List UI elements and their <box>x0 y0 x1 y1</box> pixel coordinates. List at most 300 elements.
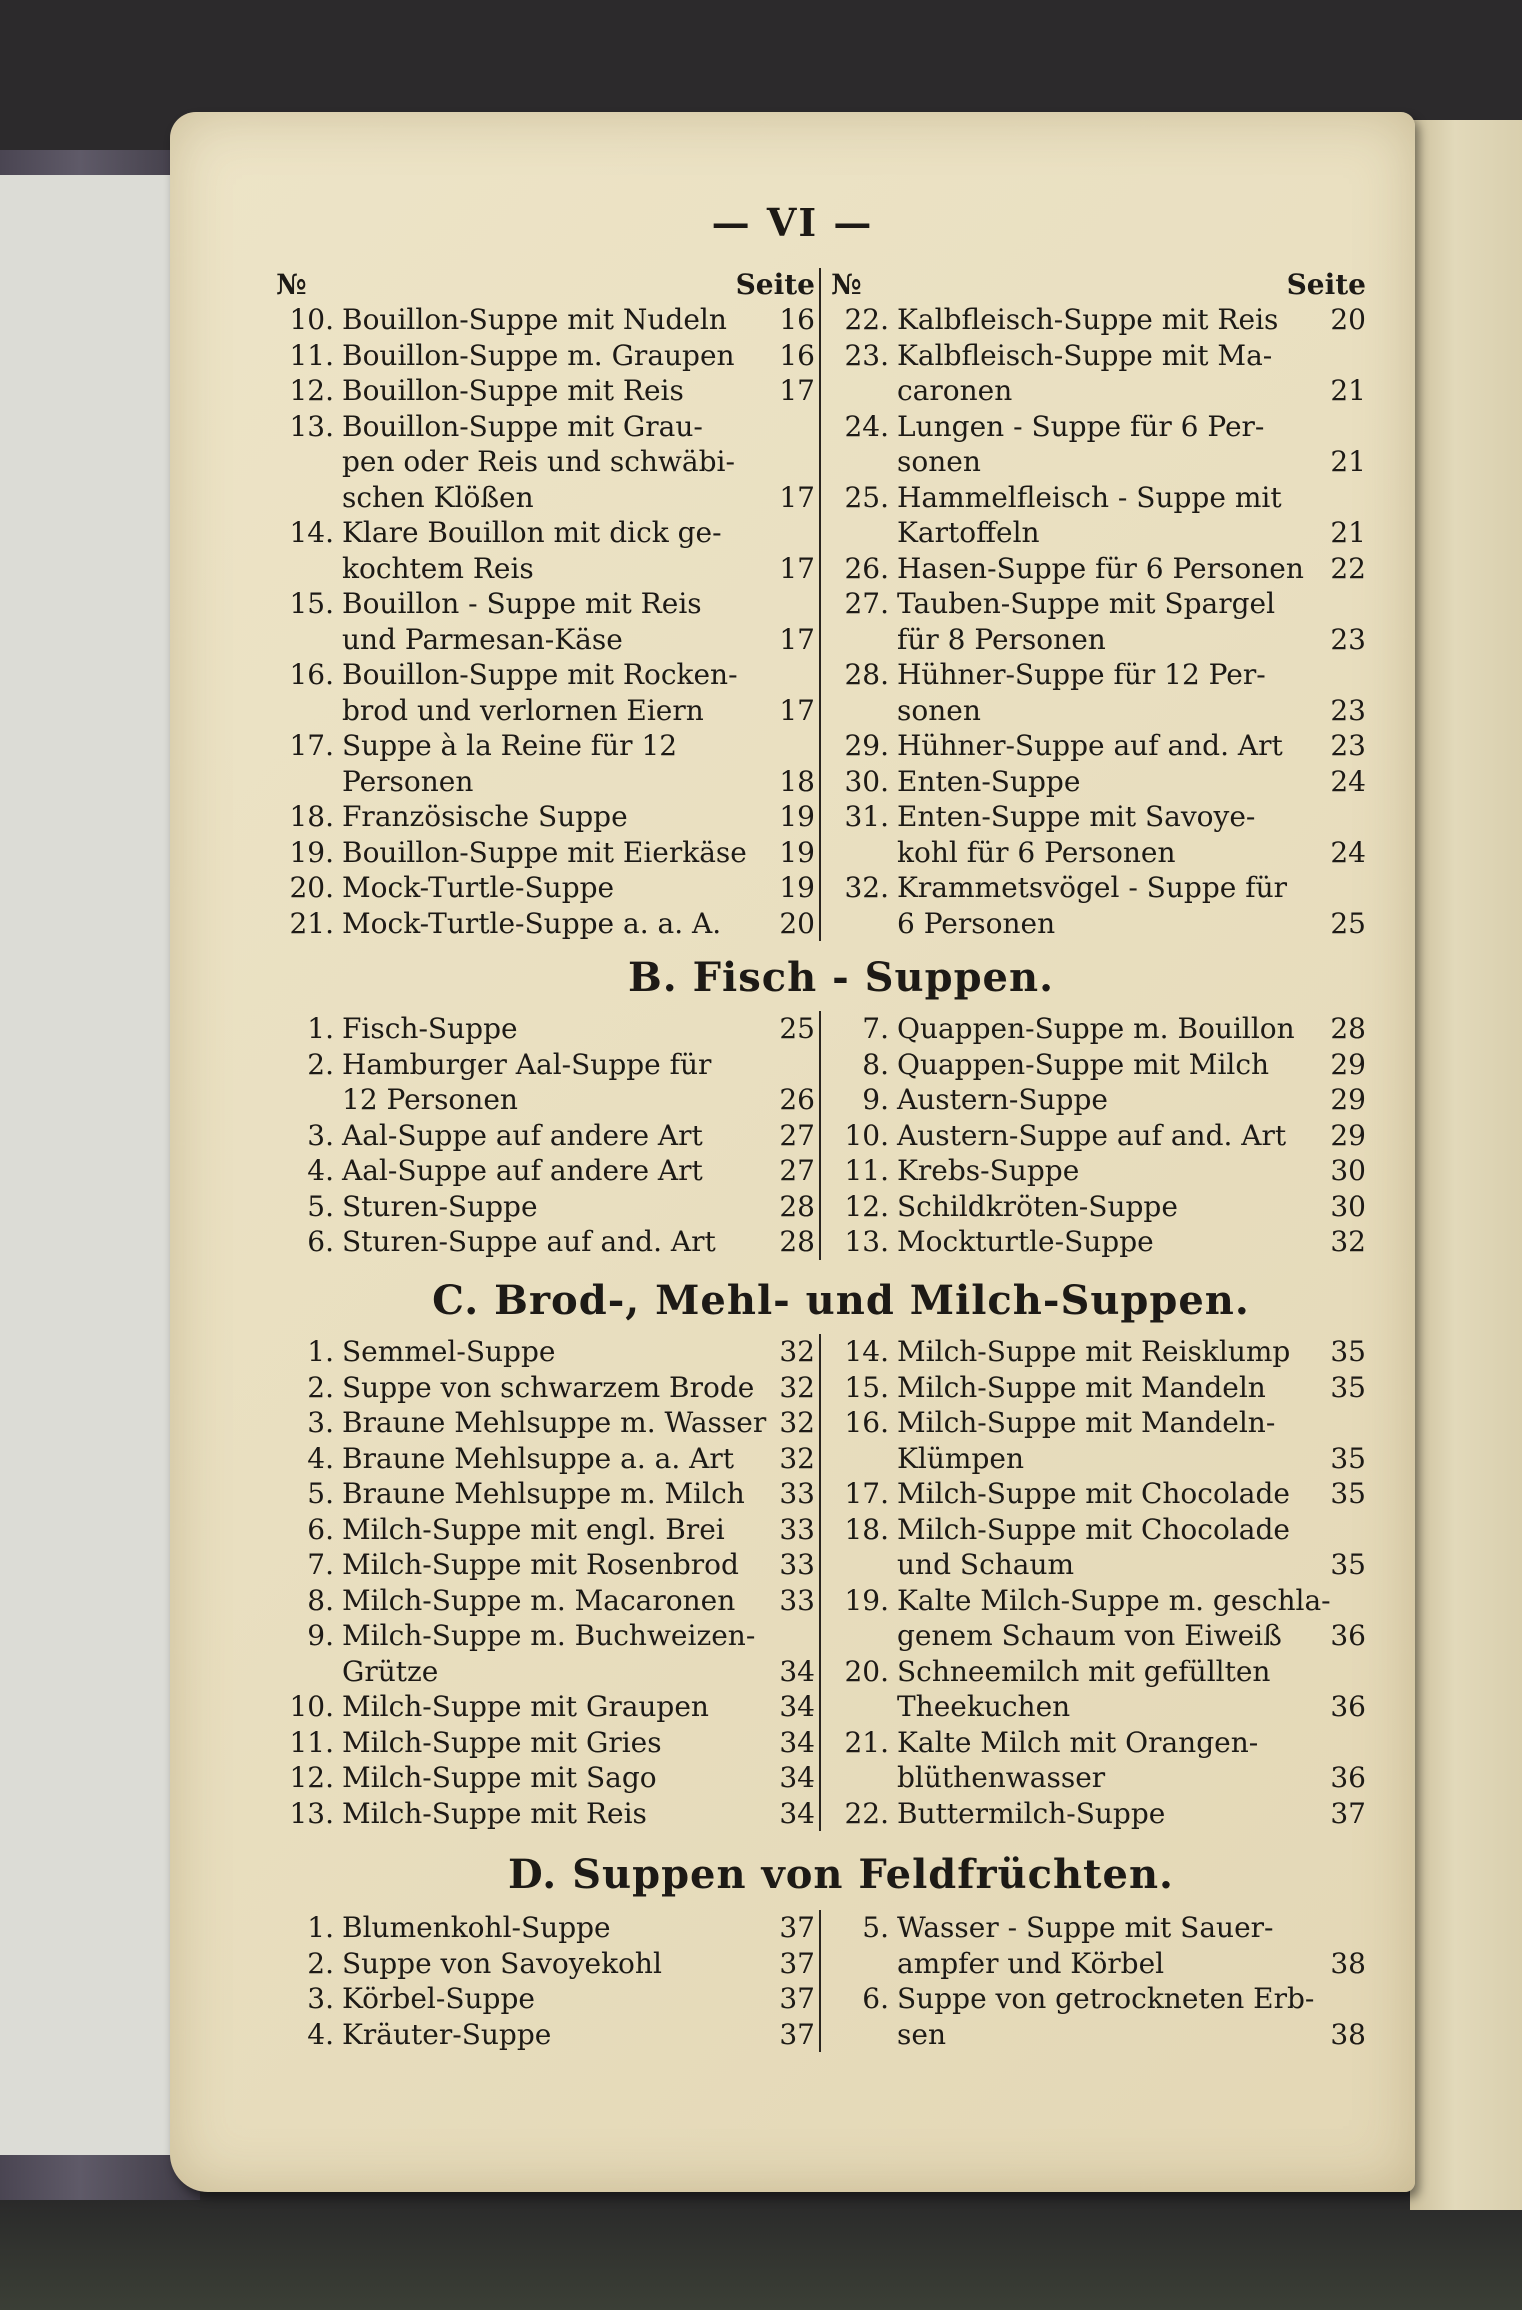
entry-number: 9. <box>307 1619 334 1652</box>
entry-title-line: Suppe à la Reine für 12 <box>342 729 678 762</box>
entry-page: 20 <box>779 906 815 940</box>
toc-entry <box>831 409 1366 480</box>
entry-page: 29 <box>1330 1083 1366 1116</box>
entry-number: 1. <box>307 1335 334 1368</box>
entry-page: 35 <box>1330 1335 1366 1368</box>
toc-entry <box>831 1583 1366 1654</box>
entry-title-line: Milch-Suppe m. Macaronen <box>342 1583 736 1617</box>
page-number: — VI — <box>711 200 874 245</box>
entry-title-line: Bouillon-Suppe m. Graupen <box>342 338 735 372</box>
section-title: B. Fisch - Suppen. <box>627 954 1055 1001</box>
entry-page: 35 <box>1330 1477 1366 1510</box>
entry-title-line: Lungen - Suppe für 6 Per- <box>897 409 1265 443</box>
entry-title-line: sonen <box>897 693 981 727</box>
entry-page: 28 <box>779 1225 815 1258</box>
toc-entry <box>276 338 815 374</box>
entry-page: 26 <box>779 1083 815 1116</box>
entry-page: 34 <box>779 1654 815 1688</box>
entry-title-line: für 8 Personen <box>897 622 1106 656</box>
entry-title-line: Milch-Suppe mit Chocolade <box>897 1512 1290 1546</box>
toc-entry <box>831 1512 1366 1583</box>
section-title: D. Suppen von Feldfrüchten. <box>508 1851 1174 1898</box>
entry-number: 15. <box>289 587 334 620</box>
toc-column-left <box>276 268 821 941</box>
entry-page: 17 <box>779 622 815 656</box>
toc-entry <box>831 338 1366 409</box>
entry-title-line: Milch-Suppe mit Reis <box>342 1796 647 1830</box>
entry-number: 17. <box>289 729 334 762</box>
toc-entry <box>276 1512 815 1548</box>
entry-title-line: Kalbfleisch-Suppe mit Ma- <box>897 338 1273 372</box>
toc-entry <box>831 1910 1366 1981</box>
entry-number: 28. <box>844 658 889 691</box>
entry-number: 26. <box>844 551 889 585</box>
entry-page: 32 <box>779 1441 815 1475</box>
entry-number: 2. <box>307 1047 334 1081</box>
entry-number: 18. <box>844 1512 889 1546</box>
book-binding-bottom <box>0 2200 1522 2310</box>
entry-page: 37 <box>779 2017 815 2051</box>
toc-entry <box>831 1224 1366 1260</box>
entry-number: 22. <box>844 1796 889 1830</box>
toc-column-left <box>276 1910 821 2052</box>
entry-page: 37 <box>779 1946 815 1980</box>
entry-page: 37 <box>779 1911 815 1944</box>
entry-page: 27 <box>779 1154 815 1187</box>
column-header <box>276 268 815 302</box>
toc-entry <box>276 1547 815 1583</box>
entry-page: 33 <box>779 1548 815 1581</box>
toc-entry <box>831 1476 1366 1512</box>
toc-entry <box>831 799 1366 870</box>
entry-title-line: Milch-Suppe mit Reisklump <box>897 1335 1291 1368</box>
entry-title-line: Hühner-Suppe für 12 Per- <box>897 658 1266 691</box>
entry-page: 16 <box>779 338 815 372</box>
entry-title-line: Körbel-Suppe <box>342 1982 535 2015</box>
toc-column-right <box>821 1910 1366 2052</box>
entry-page: 28 <box>779 1189 815 1223</box>
toc-entry <box>276 409 815 516</box>
entry-page: 28 <box>1330 1012 1366 1045</box>
entry-title-line: Klümpen <box>897 1441 1024 1475</box>
entry-page: 23 <box>1330 693 1366 727</box>
toc-entry <box>831 657 1366 728</box>
entry-page: 35 <box>1330 1548 1366 1581</box>
entry-page: 17 <box>779 374 815 407</box>
toc-entry <box>276 728 815 799</box>
entry-page: 30 <box>1330 1154 1366 1187</box>
toc-entry <box>831 1796 1366 1832</box>
page-label: Seite <box>735 268 815 301</box>
entry-title-line: pen oder Reis und schwäbi- <box>342 445 735 478</box>
entry-title-line: Klare Bouillon mit dick ge- <box>342 516 722 549</box>
entry-page: 19 <box>779 835 815 869</box>
entry-title-line: Krebs-Suppe <box>897 1154 1080 1187</box>
entry-title-line: und Parmesan-Käse <box>342 622 623 656</box>
toc-entry <box>831 551 1366 587</box>
entry-title-line: Milch-Suppe mit Sago <box>342 1761 657 1794</box>
entry-number: 9. <box>862 1083 889 1116</box>
entry-title-line: brod und verlornen Eiern <box>342 693 704 727</box>
toc-entry <box>831 728 1366 764</box>
entry-number: 3. <box>307 1406 334 1439</box>
entry-page: 17 <box>779 480 815 514</box>
entry-number: 27. <box>844 587 889 620</box>
entry-page: 21 <box>1330 445 1366 478</box>
toc-entry <box>276 1583 815 1619</box>
entry-title-line: Braune Mehlsuppe m. Milch <box>342 1477 745 1510</box>
number-label: № <box>831 268 862 301</box>
entry-page: 34 <box>779 1690 815 1723</box>
entry-title-line: Enten-Suppe mit Savoye- <box>897 800 1256 833</box>
entry-page: 32 <box>1330 1225 1366 1258</box>
entry-title-line: Milch-Suppe mit Graupen <box>342 1690 709 1723</box>
entry-title-line: und Schaum <box>897 1548 1075 1581</box>
toc-entry <box>831 302 1366 338</box>
entry-title-line: kohl für 6 Personen <box>897 835 1176 869</box>
toc-entry <box>276 799 815 835</box>
entry-title-line: Bouillon-Suppe mit Rocken- <box>342 658 738 691</box>
entry-title-line: Bouillon-Suppe mit Grau- <box>342 409 703 443</box>
entry-page: 23 <box>1330 729 1366 762</box>
toc-entry <box>831 1047 1366 1083</box>
toc-entry <box>831 1370 1366 1406</box>
entry-number: 22. <box>844 303 889 336</box>
entry-number: 30. <box>844 764 889 798</box>
entry-title-line: 12 Personen <box>342 1083 518 1116</box>
toc-entry <box>276 2017 815 2053</box>
book-page <box>170 112 1415 2192</box>
entry-number: 5. <box>307 1189 334 1223</box>
entry-number: 4. <box>307 1441 334 1475</box>
toc-column-left <box>276 1334 821 1831</box>
entry-page: 36 <box>1330 1619 1366 1652</box>
next-page-edge <box>1410 120 1522 2210</box>
entry-title-line: Französische Suppe <box>342 800 628 833</box>
entry-title-line: Suppe von Savoyekohl <box>342 1946 662 1980</box>
entry-number: 11. <box>844 1154 889 1187</box>
entry-number: 10. <box>844 1118 889 1152</box>
entry-title-line: Sturen-Suppe auf and. Art <box>342 1225 716 1258</box>
entry-title-line: 6 Personen <box>897 906 1056 940</box>
entry-page: 38 <box>1330 1946 1366 1980</box>
entry-title-line: Kalte Milch mit Orangen- <box>897 1725 1259 1759</box>
toc-entry <box>276 1441 815 1477</box>
entry-title-line: Aal-Suppe auf andere Art <box>342 1118 703 1152</box>
entry-page: 37 <box>1330 1796 1366 1830</box>
entry-title-line: Braune Mehlsuppe a. a. Art <box>342 1441 734 1475</box>
entry-number: 20. <box>844 1654 889 1688</box>
entry-page: 19 <box>779 871 815 904</box>
entry-title-line: sonen <box>897 445 981 478</box>
entry-page: 27 <box>779 1118 815 1152</box>
entry-number: 11. <box>289 1725 334 1759</box>
toc-entry <box>831 1011 1366 1047</box>
entry-title-line: Semmel-Suppe <box>342 1335 556 1368</box>
entry-page: 17 <box>779 551 815 585</box>
entry-page: 19 <box>779 800 815 833</box>
toc-entry <box>276 1370 815 1406</box>
entry-page: 18 <box>779 764 815 798</box>
entry-page: 33 <box>779 1583 815 1617</box>
toc-entry <box>831 1334 1366 1370</box>
entry-title-line: Suppe von getrockneten Erb- <box>897 1982 1315 2015</box>
entry-page: 21 <box>1330 374 1366 407</box>
entry-number: 24. <box>844 409 889 443</box>
entry-number: 12. <box>289 1761 334 1794</box>
entry-number: 1. <box>307 1012 334 1045</box>
entry-page: 24 <box>1330 835 1366 869</box>
toc-entry <box>831 1189 1366 1225</box>
toc-entry <box>831 1082 1366 1118</box>
toc-entry <box>276 1618 815 1689</box>
entry-page: 25 <box>779 1012 815 1045</box>
entry-title-line: Grütze <box>342 1654 439 1688</box>
entry-title-line: Bouillon - Suppe mit Reis <box>342 587 702 620</box>
entry-title-line: Hasen-Suppe für 6 Personen <box>897 551 1304 585</box>
entry-title-line: Kartoffeln <box>897 516 1040 549</box>
entry-title-line: Blumenkohl-Suppe <box>342 1911 611 1944</box>
entry-number: 16. <box>289 658 334 691</box>
entry-number: 12. <box>289 374 334 407</box>
section-a-continuation <box>276 268 1406 941</box>
entry-number: 3. <box>307 1118 334 1152</box>
entry-title-line: caronen <box>897 374 1013 407</box>
toc-entry <box>276 1334 815 1370</box>
toc-entry <box>276 835 815 871</box>
page-label: Seite <box>1286 268 1366 301</box>
entry-number: 6. <box>862 1982 889 2015</box>
entry-page: 33 <box>779 1477 815 1510</box>
entry-number: 18. <box>289 800 334 833</box>
entry-number: 7. <box>862 1012 889 1045</box>
toc-entry <box>831 480 1366 551</box>
section-c <box>276 1278 1406 1831</box>
entry-title-line: Quappen-Suppe mit Milch <box>897 1047 1270 1081</box>
entry-title-line: Hühner-Suppe auf and. Art <box>897 729 1283 762</box>
toc-entry <box>276 870 815 906</box>
entry-number: 19. <box>289 835 334 869</box>
toc-entry <box>276 1153 815 1189</box>
entry-title-line: Milch-Suppe mit Rosenbrod <box>342 1548 739 1581</box>
entry-page: 21 <box>1330 516 1366 549</box>
entry-title-line: Milch-Suppe mit Mandeln <box>897 1370 1266 1404</box>
entry-title-line: Enten-Suppe <box>897 764 1081 798</box>
entry-number: 10. <box>289 1690 334 1723</box>
entry-page: 38 <box>1330 2017 1366 2051</box>
entry-title-line: Mock-Turtle-Suppe a. a. A. <box>342 906 722 940</box>
entry-number: 5. <box>862 1911 889 1944</box>
entry-number: 7. <box>307 1548 334 1581</box>
toc-entry <box>831 1725 1366 1796</box>
entry-title-line: Milch-Suppe mit engl. Brei <box>342 1512 725 1546</box>
entry-number: 31. <box>844 800 889 833</box>
entry-title-line: Bouillon-Suppe mit Eierkäse <box>342 835 747 869</box>
entry-page: 35 <box>1330 1441 1366 1475</box>
entry-number: 12. <box>844 1189 889 1223</box>
entry-title-line: Sturen-Suppe <box>342 1189 538 1223</box>
toc-entry <box>276 657 815 728</box>
entry-page: 32 <box>779 1406 815 1439</box>
entry-page: 22 <box>1330 551 1366 585</box>
toc-entry <box>831 1153 1366 1189</box>
entry-number: 16. <box>844 1406 889 1439</box>
entry-title-line: Milch-Suppe m. Buchweizen- <box>342 1619 756 1652</box>
toc-entry <box>276 515 815 586</box>
entry-number: 8. <box>862 1047 889 1081</box>
entry-page: 32 <box>779 1370 815 1404</box>
entry-title-line: Tauben-Suppe mit Spargel <box>897 587 1276 620</box>
entry-title-line: Austern-Suppe auf and. Art <box>897 1118 1287 1152</box>
entry-number: 21. <box>289 906 334 940</box>
entry-title-line: ampfer und Körbel <box>897 1946 1165 1980</box>
toc-entry <box>276 373 815 409</box>
column-header <box>831 268 1366 302</box>
entry-number: 17. <box>844 1477 889 1510</box>
entry-number: 3. <box>307 1982 334 2015</box>
entry-page: 36 <box>1330 1690 1366 1723</box>
entry-title-line: Schneemilch mit gefüllten <box>897 1654 1271 1688</box>
toc-entry <box>276 1910 815 1946</box>
entry-number: 14. <box>289 516 334 549</box>
entry-number: 6. <box>307 1512 334 1546</box>
entry-page: 20 <box>1330 303 1366 336</box>
entry-page: 34 <box>779 1761 815 1794</box>
entry-title-line: Schildkröten-Suppe <box>897 1189 1178 1223</box>
entry-title-line: Milch-Suppe mit Mandeln- <box>897 1406 1276 1439</box>
entry-title-line: blüthenwasser <box>897 1761 1106 1794</box>
entry-title-line: Mock-Turtle-Suppe <box>342 871 615 904</box>
entry-title-line: Bouillon-Suppe mit Reis <box>342 374 684 407</box>
toc-entry <box>276 1946 815 1982</box>
entry-number: 5. <box>307 1477 334 1510</box>
entry-title-line: Fisch-Suppe <box>342 1012 518 1045</box>
entry-page: 35 <box>1330 1370 1366 1404</box>
entry-title-line: Milch-Suppe mit Chocolade <box>897 1477 1290 1510</box>
toc-column-right <box>821 1011 1366 1260</box>
entry-number: 20. <box>289 871 334 904</box>
entry-title-line: Hammelfleisch - Suppe mit <box>897 480 1282 514</box>
entry-number: 6. <box>307 1225 334 1258</box>
toc-entry <box>276 1189 815 1225</box>
previous-page-edge <box>0 175 179 2155</box>
entry-title-line: Kalbfleisch-Suppe mit Reis <box>897 303 1279 336</box>
entry-title-line: Personen <box>342 764 474 798</box>
entry-number: 29. <box>844 729 889 762</box>
toc-entry <box>276 1118 815 1154</box>
entry-title-line: Austern-Suppe <box>897 1083 1108 1116</box>
number-label: № <box>276 268 307 301</box>
toc-entry <box>276 1725 815 1761</box>
toc-entry <box>831 1654 1366 1725</box>
entry-page: 34 <box>779 1725 815 1759</box>
toc-entry <box>276 1047 815 1118</box>
entry-title-line: Aal-Suppe auf andere Art <box>342 1154 703 1187</box>
entry-number: 4. <box>307 2017 334 2051</box>
entry-number: 15. <box>844 1370 889 1404</box>
entry-page: 32 <box>779 1335 815 1368</box>
toc-entry <box>276 1689 815 1725</box>
entry-page: 34 <box>779 1796 815 1830</box>
entry-page: 25 <box>1330 906 1366 940</box>
entry-number: 2. <box>307 1370 334 1404</box>
toc-entry <box>831 764 1366 800</box>
toc-entry <box>831 1981 1366 2052</box>
entry-title-line: Theekuchen <box>897 1690 1071 1723</box>
toc-entry <box>276 1405 815 1441</box>
entry-page: 16 <box>779 303 815 336</box>
entry-number: 21. <box>844 1725 889 1759</box>
entry-number: 13. <box>844 1225 889 1258</box>
toc-entry <box>276 1011 815 1047</box>
entry-title-line: Kräuter-Suppe <box>342 2017 552 2051</box>
toc-entry <box>276 1476 815 1512</box>
toc-entry <box>831 870 1366 941</box>
toc-entry <box>276 1760 815 1796</box>
entry-title-line: Quappen-Suppe m. Bouillon <box>897 1012 1295 1045</box>
section-b <box>276 955 1406 1260</box>
entry-title-line: sen <box>897 2017 946 2051</box>
entry-number: 4. <box>307 1154 334 1187</box>
toc-entry <box>276 1981 815 2017</box>
toc-entry <box>276 302 815 338</box>
entry-page: 23 <box>1330 622 1366 656</box>
entry-page: 29 <box>1330 1047 1366 1081</box>
toc-entry <box>276 1796 815 1832</box>
entry-page: 33 <box>779 1512 815 1546</box>
entry-title-line: kochtem Reis <box>342 551 534 585</box>
entry-title-line: Kalte Milch-Suppe m. geschla- <box>897 1583 1331 1617</box>
entry-title-line: Krammetsvögel - Suppe für <box>897 871 1287 904</box>
entry-page: 24 <box>1330 764 1366 798</box>
entry-page: 17 <box>779 693 815 727</box>
entry-title-line: schen Klößen <box>342 480 534 514</box>
entry-number: 25. <box>844 480 889 514</box>
toc-column-left <box>276 1011 821 1260</box>
entry-number: 13. <box>289 1796 334 1830</box>
toc-entry <box>276 906 815 942</box>
toc-entry <box>831 1118 1366 1154</box>
toc-entry <box>276 586 815 657</box>
entry-number: 32. <box>844 871 889 904</box>
entry-number: 10. <box>289 303 334 336</box>
entry-title-line: Wasser - Suppe mit Sauer- <box>897 1911 1274 1944</box>
entry-title-line: Hamburger Aal-Suppe für <box>342 1047 712 1081</box>
entry-title-line: Bouillon-Suppe mit Nudeln <box>342 303 727 336</box>
entry-number: 1. <box>307 1911 334 1944</box>
entry-title-line: Milch-Suppe mit Gries <box>342 1725 662 1759</box>
entry-number: 23. <box>844 338 889 372</box>
entry-number: 11. <box>289 338 334 372</box>
toc-entry <box>831 1405 1366 1476</box>
entry-number: 13. <box>289 409 334 443</box>
entry-page: 30 <box>1330 1189 1366 1223</box>
toc-entry <box>276 1224 815 1260</box>
entry-number: 19. <box>844 1583 889 1617</box>
section-title: C. Brod-, Mehl- und Milch-Suppen. <box>432 1277 1250 1324</box>
toc-entry <box>831 586 1366 657</box>
entry-number: 14. <box>844 1335 889 1368</box>
entry-page: 37 <box>779 1982 815 2015</box>
entry-title-line: Braune Mehlsuppe m. Wasser <box>342 1406 767 1439</box>
entry-title-line: genem Schaum von Eiweiß <box>897 1619 1282 1652</box>
entry-title-line: Buttermilch-Suppe <box>897 1796 1166 1830</box>
entry-page: 36 <box>1330 1761 1366 1794</box>
toc-column-right <box>821 1334 1366 1831</box>
section-d <box>276 1852 1406 2052</box>
entry-number: 8. <box>307 1583 334 1617</box>
entry-title-line: Mockturtle-Suppe <box>897 1225 1154 1258</box>
